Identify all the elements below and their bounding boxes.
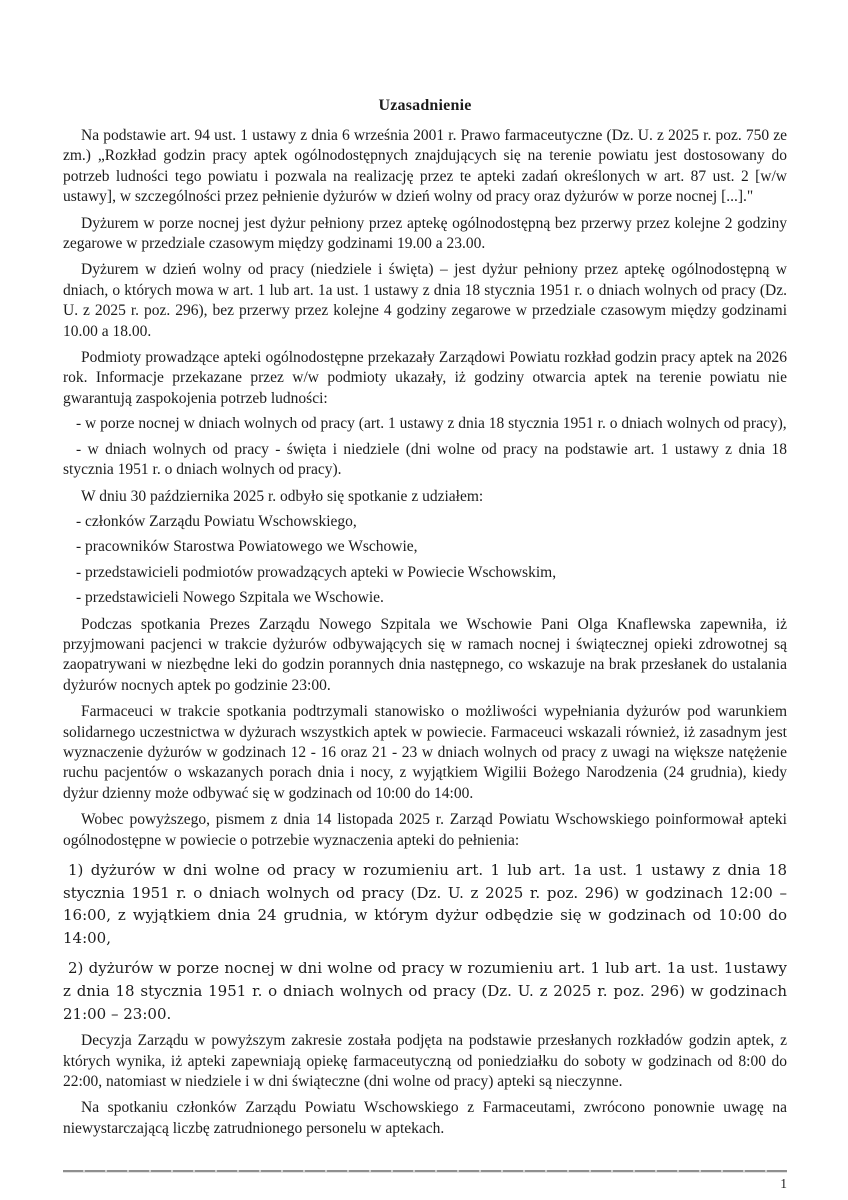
- footer-divider-line: [63, 1170, 787, 1173]
- list-item-board-members: - członków Zarządu Powiatu Wschowskiego,: [76, 512, 357, 530]
- page-footer: [63, 1170, 787, 1192]
- document-content: [63, 97, 787, 1139]
- page-number: 1: [780, 1176, 787, 1191]
- paragraph-holiday-duty-definition: Dyżurem w dzień wolny od pracy (niedziele i święta) – jest dyżur pełniony przez aptekę ogólnodostępną w dniach, o których mowa w art. 1 lub art. 1a ust. 1 ustawy z dnia 18 stycznia 1951 r. o dniach wolnych od pracy (Dz. U. z 2025 r. poz. 296), bez przerwy przez kolejne 4 godziny zegarowe w przedziale czasowym między godzinami 10.00 a 18.00.: [63, 261, 787, 340]
- numbered-item-day-duty: 1) dyżurów w dni wolne od pracy w rozumieniu art. 1 lub art. 1a ust. 1 ustawy z dnia 18 stycznia 1951 r. o dniach wolnych od pracy (Dz. U. z 2025 r. poz. 296) w godzinach 12:00 – 16:00, z wyjątkiem dnia 24 grudnia, w którym dyżur odbędzie się w godzinach od 10:00 do 14:00,: [63, 861, 787, 947]
- list-item-pharmacy-operators: - przedstawicieli podmiotów prowadzących apteki w Powiecie Wschowskim,: [76, 563, 557, 581]
- paragraph-pharmacists-position: Farmaceuci w trakcie spotkania podtrzymali stanowisko o możliwości wypełniania dyżurów pod warunkiem solidarnego uczestnictwa w dyżurach wszystkich aptek w powiecie. Farmaceuci wskazali również, iż zasadnym jest wyznaczenie dyżurów w godzinach 12 - 16 oraz 21 - 23 w dniach wolnych od pracy z uwagi na większe natężenie ruchu pacjentów o wskazanych porach dnia i nocy, z wyjątkiem Wigilii Bożego Narodzenia (24 grudnia), kiedy dyżur dzienny może odbywać się w godzinach od 10:00 do 14:00.: [63, 703, 787, 802]
- paragraph-hospital-statement: Podczas spotkania Prezes Zarządu Nowego Szpitala we Wschowie Pani Olga Knaflewska zapewniła, iż przyjmowani pacjenci w trakcie dyżurów odbywających się w ramach nocnej i świątecznej opieki zdrowotnej są zaopatrywani w niezbędne leki do godzin porannych dnia następnego, co wskazuje na brak przesłanek do ustalania dyżurów nocnych aptek po godzinie 23:00.: [63, 615, 787, 694]
- list-item-free-days: - w dniach wolnych od pracy - święta i niedziele (dni wolne od pracy na podstawie art. 1 ustawy z dnia 18 stycznia 1951 r. o dniach wolnych od pracy).: [63, 440, 787, 479]
- paragraph-legal-basis: Na podstawie art. 94 ust. 1 ustawy z dnia 6 września 2001 r. Prawo farmaceutyczne (Dz. U. z 2025 r. poz. 750 ze zm.) „Rozkład godzin pracy aptek ogólnodostępnych znajdujących się na terenie powiatu jest dostosowany do potrzeb ludności tego powiatu i pozwala na realizację przez te apteki zadań określonych w art. 87 ust. 2 [w/w ustawy], w szczególności przez pełnienie dyżurów w dzień wolny od pracy oraz dyżurów w porze nocnej [...].": [63, 127, 787, 206]
- paragraph-meeting-date: W dniu 30 października 2025 r. odbyło się spotkanie z udziałem:: [81, 487, 484, 505]
- page-title: Uzasadnienie: [378, 97, 472, 114]
- paragraph-board-decision: Decyzja Zarządu w powyższym zakresie została podjęta na podstawie przesłanych rozkładów godzin aptek, z których wynika, iż apteki zapewniają opiekę farmaceutyczną od poniedziałku do soboty w godzinach od 8:00 do 22:00, natomiast w niedziele i w dni świąteczne (dni wolne od pracy) apteki są nieczynne.: [63, 1032, 787, 1090]
- paragraph-staff-shortage: Na spotkaniu członków Zarządu Powiatu Wschowskiego z Farmaceutami, zwrócono ponownie uwagę na niewystarczającą liczbę zatrudnionego personelu w aptekach.: [63, 1099, 787, 1137]
- list-item-county-office-staff: - pracowników Starostwa Powiatowego we Wschowie,: [76, 538, 418, 556]
- list-item-night-hours: - w porze nocnej w dniach wolnych od pracy (art. 1 ustawy z dnia 18 stycznia 1951 r. o dniach wolnych od pracy),: [76, 415, 787, 433]
- paragraph-night-duty-definition: Dyżurem w porze nocnej jest dyżur pełniony przez aptekę ogólnodostępną bez przerwy przez kolejne 2 godziny zegarowe w przedziale czasowym między godzinami 19.00 a 23.00.: [63, 214, 787, 253]
- paragraph-pharmacy-schedules: Podmioty prowadzące apteki ogólnodostępne przekazały Zarządowi Powiatu rozkład godzin pracy aptek na 2026 rok. Informacje przekazane przez w/w podmioty ukazały, iż godziny otwarcia aptek na terenie powiatu nie gwarantują zaspokojenia potrzeb ludności:: [63, 349, 787, 407]
- numbered-item-night-duty: 2) dyżurów w porze nocnej w dni wolne od pracy w rozumieniu art. 1 lub art. 1a ust. 1ustawy z dnia 18 stycznia 1951 r. o dniach wolnych od pracy (Dz. U. z 2025 r. poz. 296) w godzinach 21:00 – 23:00.: [63, 959, 787, 1023]
- paragraph-board-letter: Wobec powyższego, pismem z dnia 14 listopada 2025 r. Zarząd Powiatu Wschowskiego poinformował apteki ogólnodostępne w powiecie o potrzebie wyznaczenia apteki do pełnienia:: [63, 811, 787, 849]
- list-item-hospital-representatives: - przedstawicieli Nowego Szpitala we Wschowie.: [76, 589, 384, 607]
